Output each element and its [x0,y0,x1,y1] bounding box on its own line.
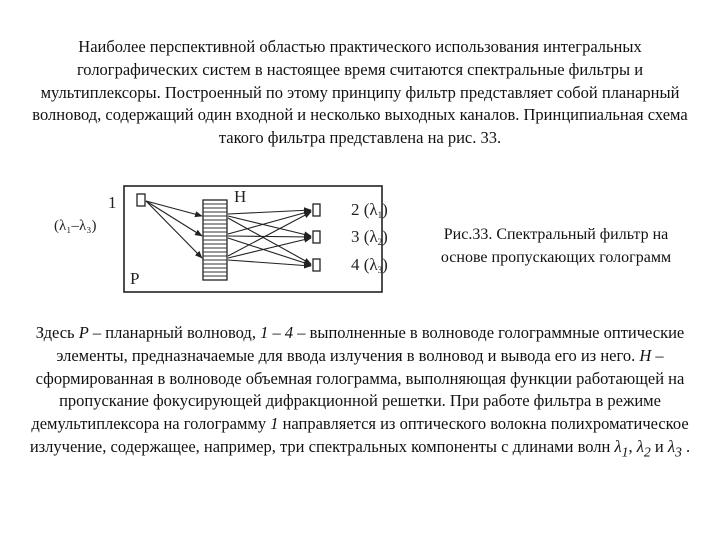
lambda-1: $\lambda_1$ [614,436,629,460]
input-wavelength-range: (λ₁–λ₃) [54,218,97,234]
svg-text:2 (λ1): 2 (λ1) [351,200,388,220]
svg-text:4 (λ3): 4 (λ3) [351,255,388,275]
intro-paragraph: Наиболее перспективной областью практического использования интегральных голографических систем в настоящее время считаются спектральные фильтры и мультиплексоры. Построенный по этому принципу фильтр представляет собой планарный волновод, содержащий один входной и несколько выходных каналов. Принципиальная схема такого фильтра представлена на рис. 33. [32,37,688,148]
output-label-2 [351,200,388,220]
description-paragraph: Здесь P – планарный волновод, 1 – 4 – выполненные в волноводе голограммные оптические элементы, предназначаемые для ввода излучения в волновод и вывода его из него. H – сформированная в волноводе объемная голограмма, выполняющая функции работающей на пропускание фокусирующей дифракционной решетки. При работе фильтра в режиме демультиплексора на голограмму 1 направляется из оптического волокна полихроматическое излучение, содержащее, например, три спектральных компоненты с длинами волн $\lambda_1$, $\lambda_2$ и $\lambda_3$ . [29,323,691,460]
symbol-P: P [78,323,89,342]
planar-waveguide [124,186,382,292]
output-rays [228,210,311,266]
volume-hologram [203,200,227,280]
output-coupler-2 [313,204,320,216]
symbol-H: H [639,345,652,365]
lambda-2: $\lambda_2$ [636,436,651,460]
spectral-filter-diagram [40,180,440,300]
hologram-label: H [234,187,247,206]
output-coupler-4 [313,259,320,271]
lambda-3: $\lambda_3$ [667,436,682,460]
element-range: 1 – 4 [260,323,294,342]
waveguide-label: P [130,269,140,288]
output-label-3 [351,227,388,247]
output-coupler-3 [313,231,320,243]
input-rays [146,201,202,258]
input-coupler [137,194,145,206]
svg-text:3 (λ2): 3 (λ2) [351,227,388,247]
figure-caption: Рис.33. Спектральный фильтр на основе пропускающих голограмм [440,226,672,266]
element-1: 1 [270,414,279,434]
output-label-4 [351,255,388,275]
input-number-label: 1 [108,193,117,212]
